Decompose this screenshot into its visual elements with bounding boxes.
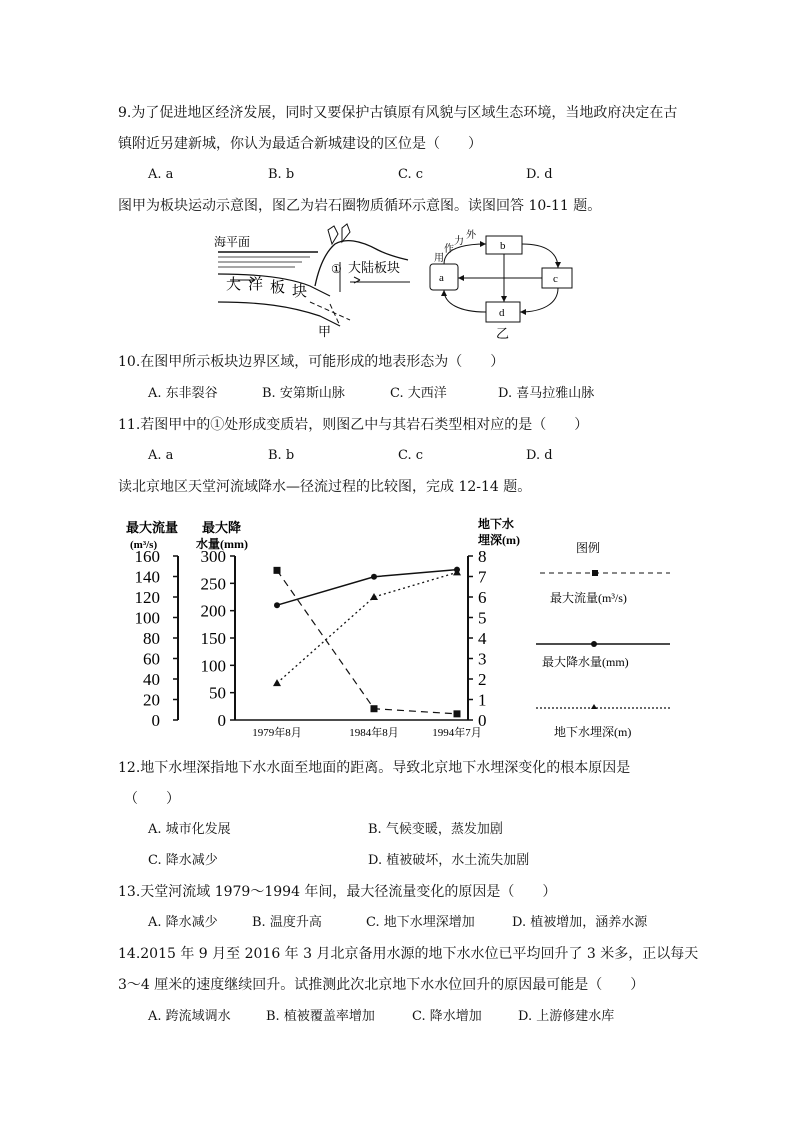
flow-axis-tick-label: 40 [143, 669, 160, 689]
flow-axis-tick-label: 100 [134, 608, 160, 628]
node-c-label: c [553, 273, 558, 285]
depth-axis-tick-label: 0 [478, 710, 487, 730]
flow-axis-tick-label: 0 [151, 710, 160, 730]
q11-option-c: C. c [398, 448, 424, 463]
series-line-0 [277, 570, 457, 714]
continental-plate-label: 大陆板块 [348, 260, 401, 275]
depth-axis-tick-label: 3 [478, 649, 487, 669]
plate-label-1: 板 [270, 280, 286, 296]
q9-stem-line2: 镇附近另建新城，你认为最适合新城建设的区位是（ ） [118, 136, 482, 152]
depth-axis-tick-label: 7 [478, 567, 487, 587]
rain-axis-tick-label: 300 [200, 546, 226, 566]
x-tick-label: 1994年7月 [432, 727, 482, 739]
q14-option-a: A. 跨流域调水 [148, 1009, 231, 1024]
runoff-chart [118, 516, 674, 742]
q14-option-c: C. 降水增加 [412, 1009, 482, 1024]
flow-point [371, 705, 378, 712]
ocean-label-1: 大 [226, 277, 242, 293]
q14-stem-line1: 14.2015 年 9 月至 2016 年 3 月北京备用水源的地下水水位已平均回升了 3 米多，正以每天 [118, 946, 699, 962]
figure-jia-caption: 甲 [318, 324, 332, 339]
q13-option-c: C. 地下水埋深增加 [366, 915, 475, 930]
action-char-4: 外 [466, 230, 476, 241]
q10-stem: 10.在图甲所示板块边界区域，可能形成的地表形态为（ ） [118, 354, 505, 370]
q10-option-d: D. 喜马拉雅山脉 [498, 386, 595, 401]
rain-axis-label-2: 水量(mm) [196, 537, 248, 551]
q12-option-a: A. 城市化发展 [148, 822, 231, 837]
flow-axis-tick-label: 60 [143, 649, 160, 669]
figure-yi [420, 222, 590, 340]
node-a [430, 264, 458, 290]
q11-stem: 11.若图甲中的①处形成变质岩，则图乙中与其岩石类型相对应的是（ ） [118, 417, 589, 433]
rain-axis-label-1: 最大降 [202, 520, 242, 535]
flow-axis-tick-label: 160 [134, 546, 160, 566]
q14-option-d: D. 上游修建水库 [518, 1009, 615, 1024]
rain-axis-tick-label: 150 [200, 628, 226, 648]
legend-rain-marker [591, 641, 597, 647]
q9-option-c: C. c [398, 167, 424, 182]
q11-option-a: A. a [148, 448, 174, 463]
q9-option-a: A. a [148, 167, 174, 182]
q12-stem-line1: 12.地下水埋深指地下水水面至地面的距离。导致北京地下水埋深变化的根本原因是 [118, 760, 631, 776]
depth-axis-label-2: 埋深(m) [478, 533, 520, 547]
q11-option-d: D. d [526, 448, 553, 463]
figure-yi-caption: 乙 [496, 326, 510, 340]
q13-option-b: B. 温度升高 [252, 915, 322, 930]
oceanic-plate-bottom [218, 302, 340, 326]
q13-option-d: D. 植被增加，涵养水源 [512, 915, 648, 930]
arrow-b-c [522, 244, 558, 268]
q14-stem-line2: 3～4 厘米的速度继续回升。试推测此次北京地下水水位回升的原因最可能是（ ） [118, 977, 645, 993]
marker-1: ① [331, 262, 342, 276]
series-line-1 [277, 570, 457, 606]
ocean-label-2: 洋 [248, 277, 264, 293]
rain-axis-tick-label: 100 [200, 656, 226, 676]
plate-label-2: 块 [292, 284, 308, 300]
legend-depth-label: 地下水埋深(m) [554, 725, 632, 739]
q9-option-b: B. b [268, 167, 295, 182]
q9-stem-line1: 9.为了促进地区经济发展，同时又要保护古镇原有风貌与区域生态环境，当地政府决定在古 [118, 105, 678, 121]
q12-stem-line2: （ ） [124, 791, 180, 807]
legend-flow-label: 最大流量(m³/s) [550, 591, 627, 605]
intro-10-11: 图甲为板块运动示意图，图乙为岩石圈物质循环示意图。读图回答 10-11 题。 [118, 198, 602, 214]
legend-title: 图例 [576, 541, 601, 555]
x-tick-label: 1979年8月 [252, 727, 302, 739]
series-line-2 [277, 572, 457, 683]
volcano-left [328, 226, 338, 244]
figure-jia [210, 222, 410, 340]
q9-option-d: D. d [526, 167, 553, 182]
flow-point [274, 567, 281, 574]
q12-option-b: B. 气候变暖，蒸发加剧 [368, 822, 503, 837]
node-b-label: b [500, 240, 506, 252]
node-d-label: d [499, 307, 505, 319]
depth-axis-tick-label: 6 [478, 587, 487, 607]
rain-axis-tick-label: 0 [217, 710, 226, 730]
flow-axis-tick-label: 20 [143, 690, 160, 710]
rain-point [371, 574, 377, 580]
action-char-2: 作 [444, 244, 454, 255]
q11-option-b: B. b [268, 448, 295, 463]
flow-axis-tick-label: 80 [143, 628, 160, 648]
flow-point [454, 710, 461, 717]
volcano-right [342, 224, 350, 242]
arrow-d-a [444, 290, 486, 312]
depth-axis-tick-label: 1 [478, 690, 487, 710]
action-char-3: 力 [454, 236, 464, 247]
sea-level-label: 海平面 [214, 235, 251, 249]
rain-axis-tick-label: 250 [200, 574, 226, 594]
flow-axis-tick-label: 140 [134, 567, 160, 587]
legend-depth-marker [591, 704, 597, 709]
rain-axis-tick-label: 50 [209, 683, 226, 703]
q12-option-c: C. 降水减少 [148, 853, 218, 868]
depth-axis-tick-label: 5 [478, 608, 487, 628]
depth-axis-tick-label: 8 [478, 546, 487, 566]
legend-flow-marker [592, 570, 598, 576]
flow-axis-tick-label: 120 [134, 587, 160, 607]
depth-axis-tick-label: 2 [478, 669, 487, 689]
rain-point [274, 602, 280, 608]
depth-point [273, 679, 281, 686]
q12-option-d: D. 植被破坏，水土流失加剧 [368, 853, 530, 868]
node-a-label: a [439, 272, 444, 284]
q14-option-b: B. 植被覆盖率增加 [266, 1009, 375, 1024]
q13-stem: 13.天堂河流域 1979～1994 年间，最大径流量变化的原因是（ ） [118, 884, 557, 900]
depth-axis-tick-label: 4 [478, 628, 487, 648]
depth-axis-label-1: 地下水 [478, 517, 515, 531]
action-char-1: 用 [434, 253, 444, 264]
flow-axis-label-1: 最大流量 [126, 520, 179, 535]
intro-12-14: 读北京地区天堂河流域降水—径流过程的比较图，完成 12-14 题。 [118, 479, 532, 495]
q10-option-c: C. 大西洋 [390, 386, 447, 401]
depth-point [370, 593, 378, 600]
arrow-c-d [520, 288, 558, 312]
q13-option-a: A. 降水减少 [148, 915, 218, 930]
q10-option-a: A. 东非裂谷 [148, 386, 218, 401]
flow-axis-label-2: (m³/s) [130, 539, 158, 551]
x-tick-label: 1984年8月 [349, 727, 399, 739]
legend-rain-label: 最大降水量(mm) [542, 655, 629, 669]
rain-axis-tick-label: 200 [200, 601, 226, 621]
q10-option-b: B. 安第斯山脉 [262, 386, 345, 401]
